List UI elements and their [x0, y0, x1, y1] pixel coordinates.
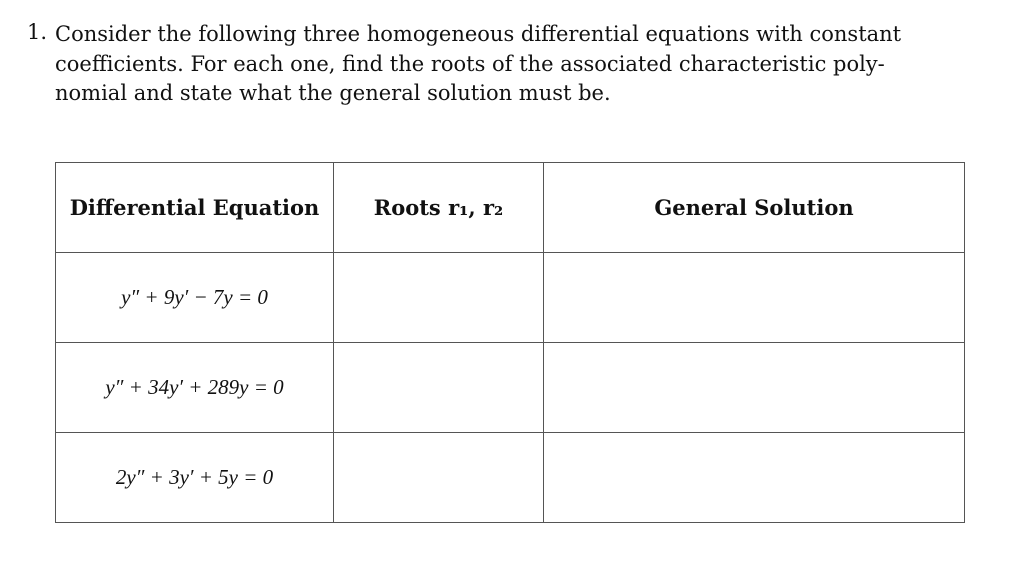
header-roots: Roots r₁, r₂	[334, 163, 544, 253]
equation-cell: 2y″ + 3y′ + 5y = 0	[56, 433, 334, 523]
problem-line: coefficients. For each one, find the roots of the associated characteristic poly-	[55, 51, 885, 76]
problem-statement	[55, 20, 901, 109]
solution-cell	[544, 253, 965, 343]
header-general-solution: General Solution	[544, 163, 965, 253]
table-row	[56, 253, 965, 343]
roots-cell	[334, 253, 544, 343]
table-row	[56, 433, 965, 523]
problem-line: Consider the following three homogeneous differential equations with constant	[55, 22, 902, 46]
solution-cell	[544, 433, 965, 523]
table-header-row	[56, 163, 965, 253]
equation-cell: y″ + 9y′ − 7y = 0	[56, 253, 334, 343]
equation-cell: y″ + 34y′ + 289y = 0	[56, 343, 334, 433]
problem-line: nomial and state what the general solution must be.	[55, 81, 611, 105]
equations-table	[55, 162, 965, 523]
roots-cell	[334, 433, 544, 523]
table-row	[56, 343, 965, 433]
roots-cell	[334, 343, 544, 433]
problem-number: 1.	[27, 20, 48, 44]
solution-cell	[544, 343, 965, 433]
header-differential-equation: Differential Equation	[56, 163, 334, 253]
